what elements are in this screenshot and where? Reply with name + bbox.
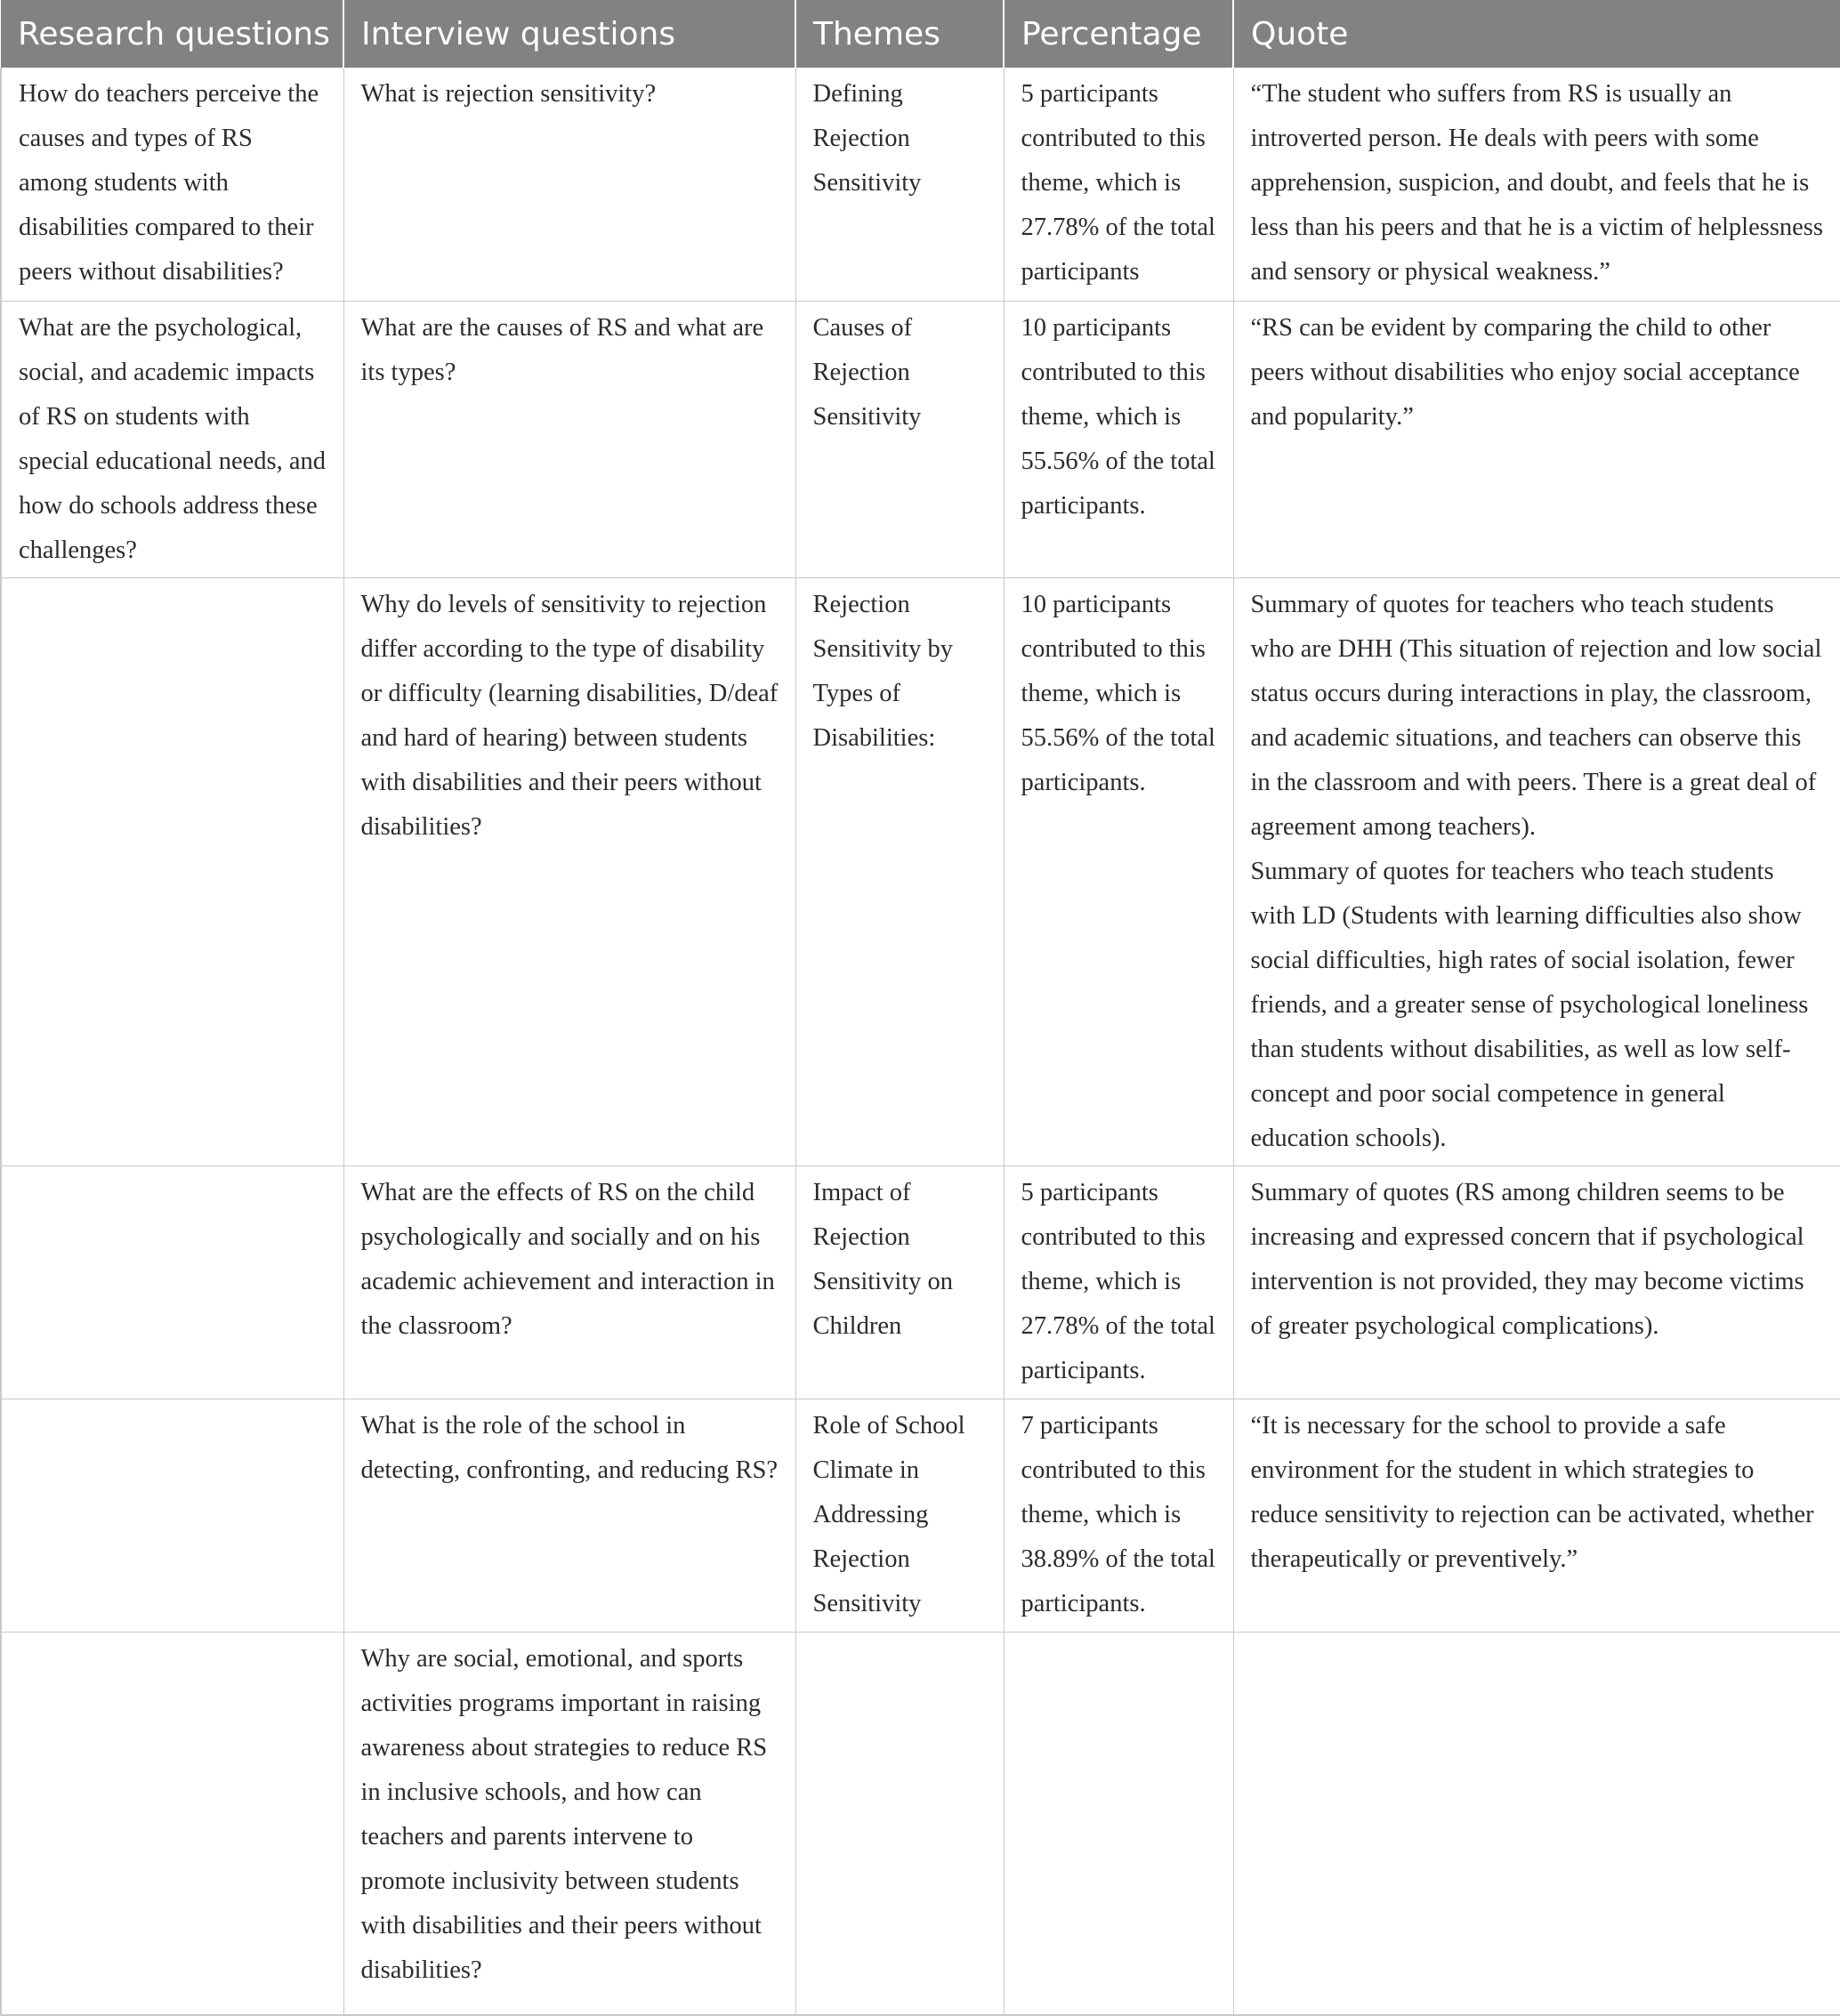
research-question-cell [1, 577, 343, 1165]
percentage-cell: 5 participants contributed to this theme, which is 27.78% of the total participants. [1004, 1165, 1233, 1399]
interview-question-cell: What is rejection sensitivity? [343, 68, 795, 301]
quote-cell [1233, 68, 1840, 301]
quote-paragraph: “The student who suffers from RS is usually an introverted person. He deals with peers with some apprehension, suspicion, and doubt, and feels that he is less than his peers and that he is a victim of helplessness and sensory or physical weakness.” [1250, 80, 1823, 286]
quote-cell [1233, 577, 1840, 1165]
research-question-cell [1, 1165, 343, 1399]
table-row [1, 68, 1840, 301]
interview-question-cell: Why are social, emotional, and sports activities programs important in raising awareness about strategies to reduce RS in inclusive schools, and how can teachers and parents intervene to promote inclusivity between students with disabilities and their peers without disabilities? [343, 1632, 795, 2015]
quote-paragraph-ld: Summary of quotes for teachers who teach students with LD (Students with learning difficulties also show social difficulties, high rates of social isolation, fewer friends, and a greater sense of psychological loneliness than students without disabilities, as well as low self-concept and poor social competence in general education schools). [1250, 857, 1809, 1152]
theme-cell: Impact of Rejection Sensitivity on Children [795, 1165, 1004, 1399]
research-question-cell: What are the psychological, social, and academic impacts of RS on students with special educational needs, and how do schools address these challenges? [1, 301, 343, 577]
theme-cell: Role of School Climate in Addressing Rejection Sensitivity [795, 1399, 1004, 1632]
header-row [1, 0, 1840, 68]
quote-cell [1233, 1165, 1840, 1399]
quote-cell [1233, 301, 1840, 577]
percentage-cell: 5 participants contributed to this theme, which is 27.78% of the total participants [1004, 68, 1233, 301]
percentage-cell: 7 participants contributed to this theme, which is 38.89% of the total participants. [1004, 1399, 1233, 1632]
quote-paragraph: “RS can be evident by comparing the child to other peers without disabilities who enjoy social acceptance and popularity.” [1250, 313, 1800, 431]
header-themes: Themes [795, 0, 1004, 68]
interview-question-cell: Why do levels of sensitivity to rejection differ according to the type of disability or difficulty (learning disabilities, D/deaf and hard of hearing) between students with disabilities and their peers without disabilities? [343, 577, 795, 1165]
header-percentage: Percentage [1004, 0, 1233, 68]
table-body [1, 68, 1840, 2015]
table-row [1, 1165, 1840, 1399]
interview-question-cell: What are the effects of RS on the child psychologically and socially and on his academic achievement and interaction in the classroom? [343, 1165, 795, 1399]
interview-question-cell: What are the causes of RS and what are its types? [343, 301, 795, 577]
interview-question-cell: What is the role of the school in detecting, confronting, and reducing RS? [343, 1399, 795, 1632]
theme-cell: Defining Rejection Sensitivity [795, 68, 1004, 301]
quote-cell [1233, 1399, 1840, 1632]
header-quote: Quote [1233, 0, 1840, 68]
percentage-cell: 10 participants contributed to this theme, which is 55.56% of the total participants. [1004, 301, 1233, 577]
quote-paragraph-dhh: Summary of quotes for teachers who teach students who are DHH (This situation of rejection and low social status occurs during interactions in play, the classroom, and academic situations, and teachers can observe this in the classroom and with peers. There is a great deal of agreement among teachers). [1250, 590, 1822, 841]
table-row [1, 577, 1840, 1165]
theme-cell: Causes of Rejection Sensitivity [795, 301, 1004, 577]
quote-paragraph: Summary of quotes (RS among children seems to be increasing and expressed concern that if psychological intervention is not provided, they may become victims of greater psychological complications). [1250, 1178, 1804, 1340]
quote-paragraph: “It is necessary for the school to provide a safe environment for the student in which strategies to reduce sensitivity to rejection can be activated, whether therapeutically or preventively.” [1250, 1411, 1814, 1573]
research-question-cell [1, 1399, 343, 1632]
table-header [1, 0, 1840, 68]
table-row [1, 1399, 1840, 1632]
theme-cell [795, 1632, 1004, 2015]
quote-cell [1233, 1632, 1840, 2015]
table-row [1, 1632, 1840, 2015]
research-question-cell [1, 1632, 343, 2015]
percentage-cell [1004, 1632, 1233, 2015]
percentage-cell: 10 participants contributed to this theme, which is 55.56% of the total participants. [1004, 577, 1233, 1165]
header-interview-questions: Interview questions [343, 0, 795, 68]
table-row [1, 301, 1840, 577]
theme-cell: Rejection Sensitivity by Types of Disabilities: [795, 577, 1004, 1165]
research-question-cell: How do teachers perceive the causes and types of RS among students with disabilities compared to their peers without disabilities? [1, 68, 343, 301]
header-research-questions: Research questions [1, 0, 343, 68]
